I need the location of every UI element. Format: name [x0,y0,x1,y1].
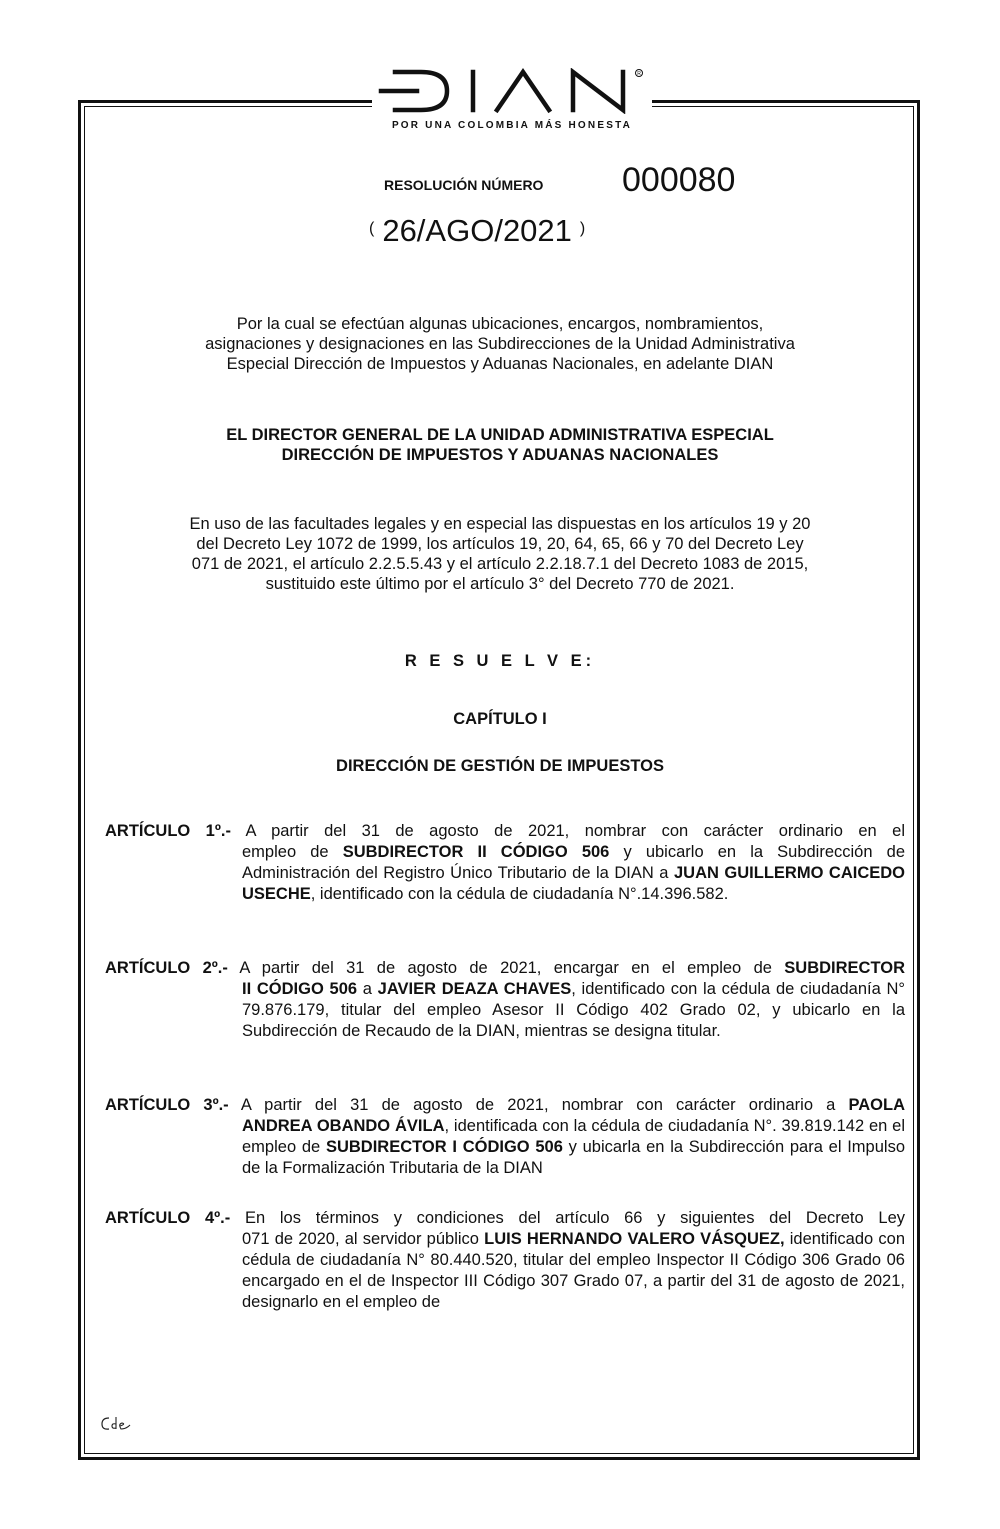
article-body [242,1229,905,1313]
article-text: 071 de 2020, al servidor público [242,1230,485,1248]
article-1 [105,821,905,905]
article-label: ARTÍCULO 4º.- [105,1209,231,1227]
article-bold-text: ANDREA OBANDO ÁVILA [242,1117,445,1135]
resolution-label: RESOLUCIÓN NÚMERO [384,177,544,193]
article-bold-text: PAOLA [848,1096,905,1114]
article-bold-text: II CÓDIGO 506 [242,980,358,998]
resolution-number: 000080 [622,161,736,199]
faculties-line: 071 de 2021, el artículo 2.2.5.5.43 y el artículo 2.2.18.7.1 del Decreto 1083 de 2015, [191,555,809,573]
dian-logo [372,64,652,142]
director-heading [100,425,900,465]
date-close-paren: ) [579,220,586,237]
dian-logo-mark [377,68,647,114]
article-text: identificado con cédula de ciudadanía N° 80.440.520, titular del empleo Inspector II Código 306 Grado 06 encargado en el de Inspector III Código 307 Grado 07, a partir del 31 de agosto de 2021, designarlo en el empleo de [242,1230,905,1311]
article-bold-text: SUBDIRECTOR [784,959,905,977]
faculties-line: En uso de las facultades legales y en especial las dispuestas en los artículos 19 y 20 [189,515,811,533]
article-text: A partir del 31 de agosto de 2021, encargar en el empleo de [239,959,785,977]
date-value: 26/AGO/2021 [382,213,572,248]
summary-line: asignaciones y designaciones en las Subdirecciones de la Unidad Administrativa [205,335,795,353]
article-label: ARTÍCULO 3º.- [105,1096,229,1114]
article-text: a [357,980,378,998]
handwritten-initials [100,1412,134,1439]
chapter-heading: CAPÍTULO I [453,710,547,728]
summary-line: Especial Dirección de Impuestos y Aduanas Nacionales, en adelante DIAN [226,355,774,373]
article-body [242,842,905,905]
faculties-line: sustituido este último por el artículo 3° del Decreto 770 de 2021. [265,575,735,593]
direction-heading: DIRECCIÓN DE GESTIÓN DE IMPUESTOS [336,757,664,775]
resolution-date [369,213,585,249]
article-label: ARTÍCULO 1º.- [105,822,231,840]
resolution-summary [100,314,900,374]
article-body [242,1116,905,1179]
legal-faculties [100,514,900,594]
article-text: y ubicarlo en la Subdirección de Administración del Registro Único Tributario de la DIAN a [242,843,905,882]
article-text: A partir del 31 de agosto de 2021, nombrar con carácter ordinario en el [245,822,905,840]
article-first-line [105,821,905,842]
article-text: , identificada con la cédula de ciudadanía N°. 39.819.142 en el empleo de [242,1117,905,1156]
article-label: ARTÍCULO 2º.- [105,959,228,977]
article-first-line [105,1208,905,1229]
article-text: En los términos y condiciones del artículo 66 y siguientes del Decreto Ley [244,1209,906,1227]
article-bold-text: JUAN GUILLERMO CAICEDO USECHE [242,864,905,903]
article-text: , identificado con la cédula de ciudadanía N° 79.876.179, titular del empleo Asesor II Código 402 Grado 02, y ubicarlo en la Subdirección de Recaudo de la DIAN, mientras se designa titular. [242,980,905,1040]
director-line: DIRECCIÓN DE IMPUESTOS Y ADUANAS NACIONALES [281,446,719,464]
article-text: empleo de [242,843,343,861]
article-3 [105,1095,905,1179]
article-2 [105,958,905,1042]
article-text: A partir del 31 de agosto de 2021, nombrar con carácter ordinario a [240,1096,849,1114]
article-4 [105,1208,905,1313]
article-bold-text: SUBDIRECTOR I CÓDIGO 506 [325,1138,563,1156]
article-text: , identificado con la cédula de ciudadanía N°.14.396.582. [310,885,729,903]
article-bold-text: SUBDIRECTOR II CÓDIGO 506 [342,843,610,861]
article-text: y ubicarla en la Subdirección para el Impulso de la Formalización Tributaria de la DIAN [242,1138,905,1177]
initials-mark [100,1412,134,1434]
summary-line: Por la cual se efectúan algunas ubicaciones, encargos, nombramientos, [236,315,764,333]
article-first-line [105,958,905,979]
faculties-line: del Decreto Ley 1072 de 1999, los artículos 19, 20, 64, 65, 66 y 70 del Decreto Ley [196,535,804,553]
article-bold-text: JAVIER DEAZA CHAVES [377,980,572,998]
article-first-line [105,1095,905,1116]
logo-tagline: POR UNA COLOMBIA MÁS HONESTA [391,120,633,131]
director-line: EL DIRECTOR GENERAL DE LA UNIDAD ADMINISTRATIVA ESPECIAL [226,426,774,444]
article-body [242,979,905,1042]
resuelve-heading: R E S U E L V E: [404,652,596,670]
article-bold-text: LUIS HERNANDO VALERO VÁSQUEZ, [484,1230,785,1248]
svg-text:R: R [637,71,641,78]
date-open-paren: ( [369,220,375,237]
